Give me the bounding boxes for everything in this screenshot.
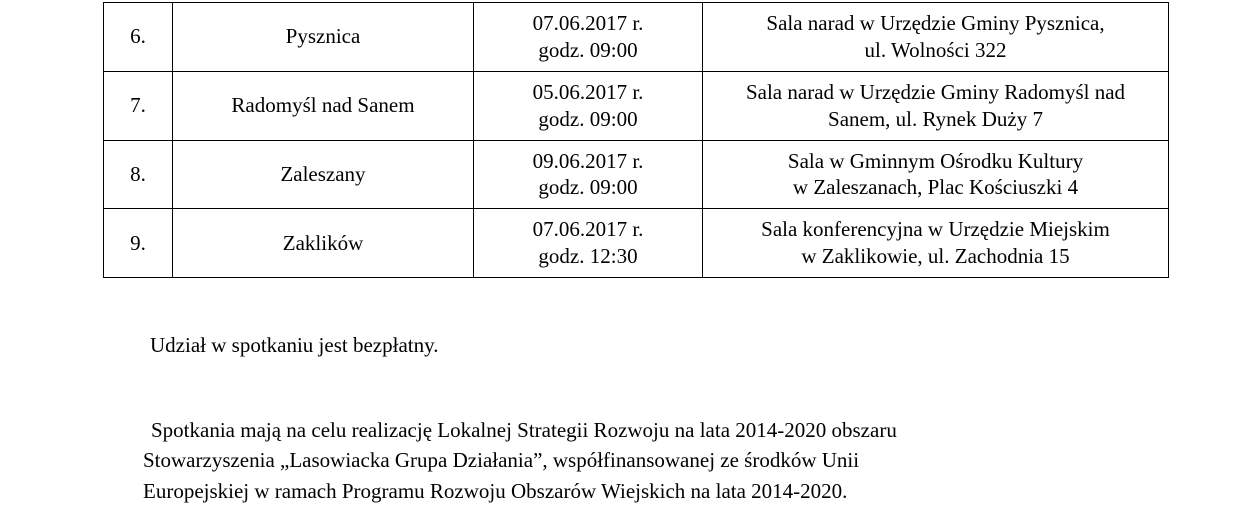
row-date-cell xyxy=(474,71,703,140)
row-place-cell: Zaleszany xyxy=(173,140,474,209)
row-number-cell: 6. xyxy=(104,3,173,72)
row-place-cell: Zaklików xyxy=(173,209,474,278)
purpose-line-3: Europejskiej w ramach Programu Rozwoju Obszarów Wiejskich na lata 2014-2020. xyxy=(143,478,848,503)
row-date-line2: godz. 12:30 xyxy=(538,244,638,269)
table-row xyxy=(104,140,1169,209)
row-venue-line1: Sala w Gminnym Ośrodku Kultury xyxy=(787,148,1084,173)
table-row xyxy=(104,3,1169,72)
purpose-paragraph xyxy=(143,415,1093,506)
row-date-cell xyxy=(474,3,703,72)
meetings-schedule-table xyxy=(103,2,1169,278)
purpose-line-1: Spotkania mają na celu realizację Lokalnej Strategii Rozwoju na lata 2014-2020 obszaru xyxy=(151,418,897,442)
row-date-line1: 09.06.2017 r. xyxy=(532,148,644,173)
row-date-line1: 05.06.2017 r. xyxy=(532,79,644,104)
row-date-cell xyxy=(474,140,703,209)
row-venue-line2: Sanem, ul. Rynek Duży 7 xyxy=(828,106,1043,131)
row-date-line2: godz. 09:00 xyxy=(538,175,638,200)
row-date-line2: godz. 09:00 xyxy=(538,37,638,62)
row-venue-cell xyxy=(703,209,1169,278)
row-venue-line2: ul. Wolności 322 xyxy=(864,37,1007,62)
free-participation-paragraph: Udział w spotkaniu jest bezpłatny. xyxy=(150,333,439,357)
purpose-line-2: Stowarzyszenia „Lasowiacka Grupa Działania”, współfinansowanej ze środków Unii xyxy=(143,448,860,473)
row-number-cell: 8. xyxy=(104,140,173,209)
row-venue-line1: Sala narad w Urzędzie Gminy Radomyśl nad xyxy=(745,79,1126,104)
row-date-cell xyxy=(474,209,703,278)
row-venue-cell xyxy=(703,140,1169,209)
row-number-cell: 7. xyxy=(104,71,173,140)
row-place-cell: Pysznica xyxy=(173,3,474,72)
row-venue-line1: Sala narad w Urzędzie Gminy Pysznica, xyxy=(766,11,1105,35)
row-date-line1: 07.06.2017 r. xyxy=(532,11,644,35)
row-venue-cell xyxy=(703,3,1169,72)
row-date-line1: 07.06.2017 r. xyxy=(532,217,644,242)
row-place-cell: Radomyśl nad Sanem xyxy=(173,71,474,140)
row-venue-line2: w Zaleszanach, Plac Kościuszki 4 xyxy=(792,175,1079,200)
table-body xyxy=(104,3,1169,278)
table-row xyxy=(104,209,1169,278)
row-venue-cell xyxy=(703,71,1169,140)
table-row xyxy=(104,71,1169,140)
row-date-line2: godz. 09:00 xyxy=(538,106,638,131)
row-number-cell: 9. xyxy=(104,209,173,278)
row-venue-line1: Sala konferencyjna w Urzędzie Miejskim xyxy=(761,217,1110,242)
row-venue-line2: w Zaklikowie, ul. Zachodnia 15 xyxy=(801,244,1070,269)
